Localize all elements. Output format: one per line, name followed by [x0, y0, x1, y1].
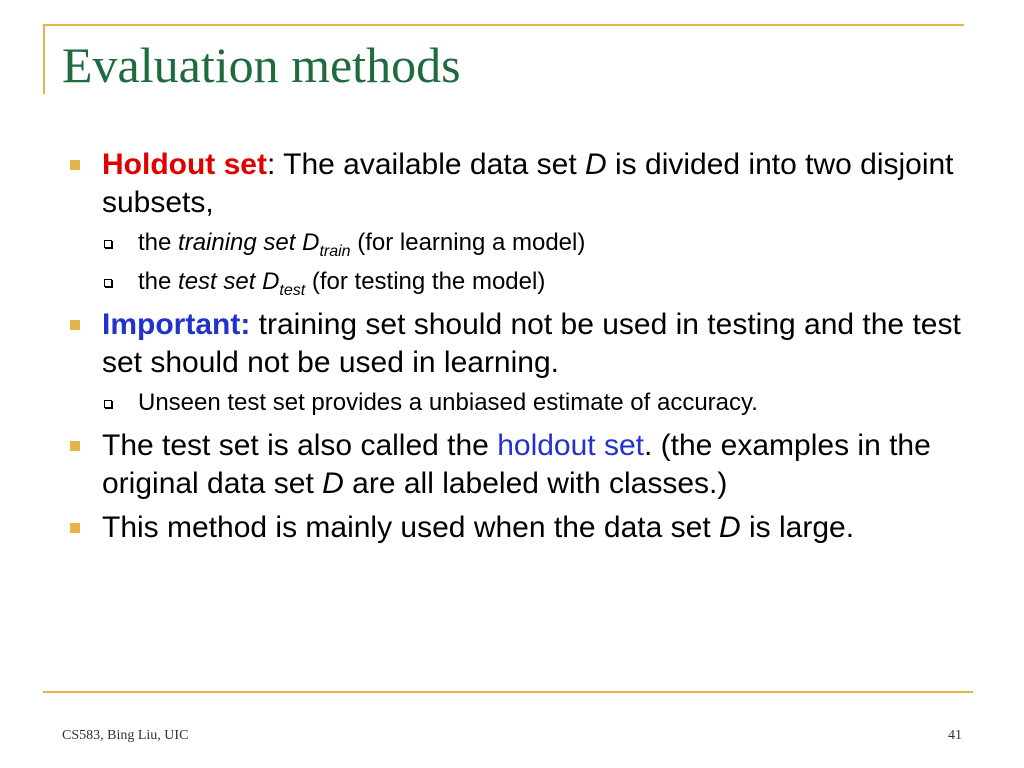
holdout-set-term: Holdout set	[102, 148, 267, 181]
sub-bullet-text: (for testing the model)	[305, 268, 546, 295]
sub-bullet-text: the	[138, 268, 179, 295]
slide-content	[62, 146, 972, 553]
sub-bullet-training-set	[62, 228, 972, 258]
sub-bullet-text: Unseen test set provides a unbiased estimate of accuracy.	[138, 389, 758, 416]
sub-bullet-text: the	[138, 229, 179, 256]
hollow-square-bullet-icon	[104, 279, 112, 287]
hollow-square-bullet-icon	[104, 400, 112, 408]
train-subscript: train	[319, 243, 351, 260]
square-bullet-icon	[70, 441, 80, 451]
test-set-term: test set D	[178, 268, 280, 295]
bullet-holdout-alias	[62, 427, 972, 503]
bullet-text: This method is mainly used when the data set	[102, 511, 719, 544]
bullet-holdout-set	[62, 146, 972, 222]
bullet-text: : The available data set	[267, 148, 585, 181]
bullet-text: is large.	[740, 511, 855, 544]
square-bullet-icon	[70, 320, 80, 330]
square-bullet-icon	[70, 523, 80, 533]
variable-d: D	[719, 511, 741, 544]
sub-bullet-test-set	[62, 267, 972, 297]
bullet-text: are all labeled with classes.)	[343, 467, 728, 500]
bullet-large-dataset	[62, 509, 972, 547]
bullet-text: training set should not be used in testing and the test set should not be used in learning.	[102, 308, 961, 379]
bullet-text: . (the examples in the original data set	[102, 429, 931, 500]
hollow-square-bullet-icon	[104, 240, 112, 248]
test-subscript: test	[279, 282, 306, 299]
bullet-text: is divided into two disjoint subsets,	[102, 148, 954, 219]
holdout-set-term: holdout set	[497, 429, 644, 462]
bullet-text: The test set is also called the	[102, 429, 498, 462]
square-bullet-icon	[70, 160, 80, 170]
variable-d: D	[322, 467, 344, 500]
important-term: Important:	[102, 308, 251, 341]
bullet-important	[62, 306, 972, 382]
training-set-term: training set D	[178, 229, 320, 256]
top-frame-line	[43, 24, 964, 26]
variable-d: D	[585, 148, 607, 181]
slide-title: Evaluation methods	[62, 37, 461, 93]
left-frame-line	[43, 24, 45, 94]
sub-bullet-text: (for learning a model)	[350, 229, 586, 256]
bottom-frame-line	[43, 691, 973, 693]
footer-page-number: 41	[948, 728, 962, 743]
sub-bullet-unseen-test-set	[62, 388, 972, 418]
footer-course-info: CS583, Bing Liu, UIC	[62, 728, 189, 743]
